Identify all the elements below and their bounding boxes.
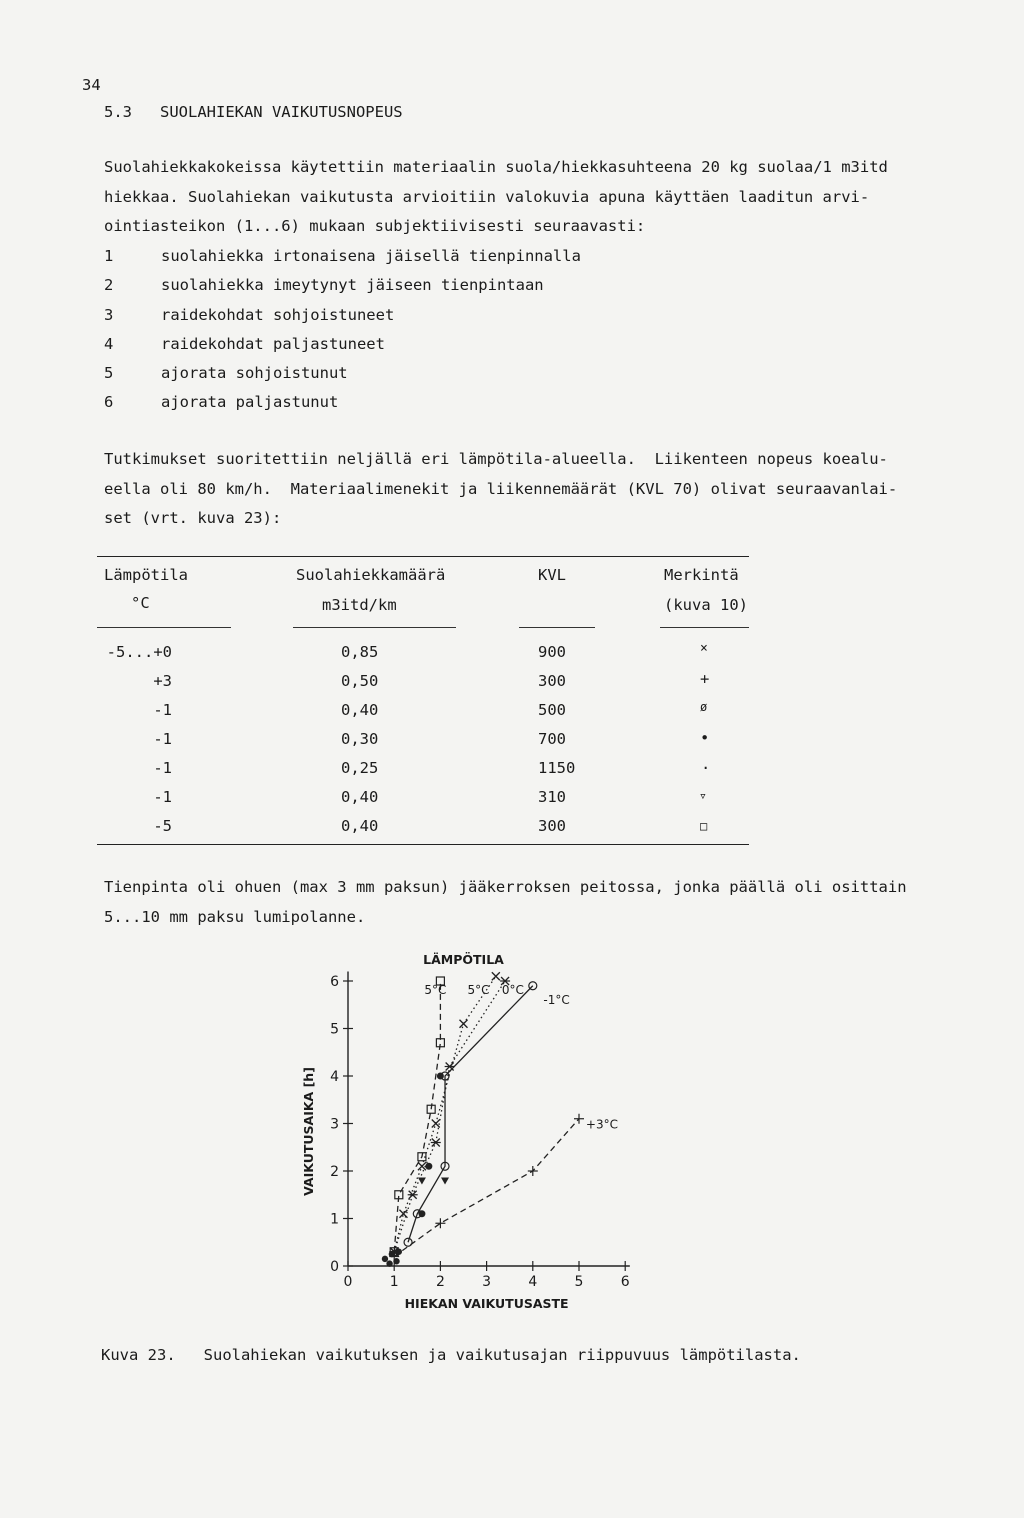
series-annotation: -1°C [543, 993, 570, 1007]
cell-amount: 0,50 [341, 672, 379, 690]
cell-temp: -1 [153, 701, 172, 719]
list-item [104, 271, 581, 300]
cell-kvl: 300 [538, 817, 566, 835]
header-kvl: KVL [538, 566, 566, 584]
x-tick-label: 5 [574, 1274, 584, 1290]
cell-kvl: 1150 [538, 759, 576, 777]
y-tick-label: 2 [330, 1164, 339, 1180]
list-item [104, 330, 581, 359]
item-number: 5 [104, 364, 114, 383]
intro-line: ointiasteikon (1...6) mukaan subjektiivisesti seuraavasti: [104, 217, 646, 235]
cell-temp: +3 [153, 672, 172, 690]
x-tick-label: 3 [482, 1274, 492, 1290]
cluster-dot [382, 1256, 388, 1262]
item-text: suolahiekka imeytynyt jäiseen tienpintaan [161, 276, 544, 295]
x-tick-label: 6 [620, 1274, 630, 1290]
dot-marker [437, 1073, 444, 1080]
chart-axes [330, 972, 630, 1291]
cell-mark: × [700, 641, 708, 656]
header-amount-unit: m3itd/km [322, 596, 397, 614]
y-tick-label: 4 [330, 1069, 339, 1085]
header-temp: Lämpötila [104, 566, 188, 584]
header-temp-unit: °C [131, 594, 150, 612]
header-underline [97, 627, 231, 628]
item-text: raidekohdat paljastuneet [161, 334, 385, 353]
x-tick-label: 1 [389, 1274, 399, 1290]
header-amount: Suolahiekkamäärä [296, 566, 446, 584]
cluster-dot [396, 1249, 402, 1255]
surface-line: Tienpinta oli ohuen (max 3 mm paksun) jääkerroksen peitossa, jonka päällä oli osittain [104, 878, 907, 896]
cell-amount: 0,40 [341, 788, 379, 806]
x-tick-label: 0 [343, 1274, 353, 1290]
y-tick-label: 6 [330, 974, 339, 990]
item-number: 3 [104, 305, 114, 324]
cell-kvl: 300 [538, 672, 566, 690]
header-underline [660, 627, 749, 628]
study-line: set (vrt. kuva 23): [104, 509, 282, 527]
list-item [104, 301, 581, 330]
origin-marker-cluster [382, 1073, 449, 1267]
list-item [104, 388, 581, 417]
item-text: ajorata sohjoistunut [161, 364, 348, 383]
cell-mark: ▿ [699, 789, 707, 804]
list-item [104, 359, 581, 388]
x-tick-label: 4 [528, 1274, 538, 1290]
surface-line: 5...10 mm paksu lumipolanne. [104, 907, 366, 926]
item-number: 6 [104, 393, 114, 412]
list-item [104, 242, 581, 271]
study-line: eella oli 80 km/h. Materiaalimenekit ja liikennemäärät (KVL 70) olivat seuraavanlai- [104, 479, 898, 498]
triangle-marker [441, 1178, 449, 1185]
figure-caption: Kuva 23. Suolahiekan vaikutuksen ja vaikutusajan riippuvuus lämpötilasta. [101, 1346, 801, 1364]
series-line [408, 986, 533, 1243]
cell-kvl: 310 [538, 788, 566, 806]
cell-kvl: 500 [538, 701, 566, 719]
scale-list [104, 242, 581, 418]
y-tick-label: 3 [330, 1116, 339, 1133]
item-text: ajorata paljastunut [161, 393, 339, 412]
x-tick-label: 2 [435, 1274, 445, 1290]
cluster-dot [389, 1251, 395, 1257]
header-mark-sub: (kuva 10) [664, 596, 748, 614]
header-underline [293, 627, 456, 628]
dot-marker [425, 1163, 432, 1170]
cell-temp: -1 [153, 730, 172, 748]
cell-amount: 0,40 [341, 817, 379, 835]
cell-amount: 0,85 [341, 643, 379, 661]
header-underline [519, 627, 595, 628]
series-annotation: 0°C [501, 983, 524, 997]
cluster-dot [386, 1260, 392, 1266]
item-number: 4 [104, 334, 114, 353]
chart-series [382, 972, 584, 1267]
y-axis-title: VAIKUTUSAIKA [h] [301, 1067, 316, 1196]
section-title: 5.3 SUOLAHIEKAN VAIKUTUSNOPEUS [104, 103, 403, 121]
series-4 [389, 1114, 584, 1262]
series-line [394, 1119, 579, 1257]
cell-temp: -5...+0 [106, 643, 172, 661]
header-mark: Merkintä [664, 566, 739, 584]
study-line: Tutkimukset suoritettiin neljällä eri lämpötila-alueella. Liikenteen nopeus koealu- [104, 450, 888, 468]
cell-amount: 0,30 [341, 730, 379, 748]
y-tick-label: 0 [330, 1259, 339, 1275]
item-text: raidekohdat sohjoistuneet [161, 305, 395, 324]
intro-paragraph [104, 153, 934, 242]
item-text: suolahiekka irtonaisena jäisellä tienpinnalla [161, 247, 581, 265]
cell-mark: + [700, 670, 710, 688]
intro-line: hiekkaa. Suolahiekan vaikutusta arvioitiin valokuvia apuna käyttäen laaditun arvi- [104, 187, 870, 206]
cell-mark: ø [700, 700, 708, 714]
cell-mark: • [700, 729, 710, 747]
series-annotation: +3°C [585, 1117, 619, 1132]
dot-marker [418, 1210, 425, 1217]
cell-kvl: 900 [538, 643, 566, 661]
cell-kvl: 700 [538, 730, 566, 748]
series-line [394, 981, 505, 1252]
cell-temp: -1 [153, 759, 172, 777]
intro-line: Suolahiekkakokeissa käytettiin materiaalin suola/hiekkasuhteena 20 kg suolaa/1 m3itd [104, 158, 888, 176]
triangle-marker [418, 1178, 426, 1185]
series-annotation: 5°C [424, 983, 447, 997]
y-tick-label: 1 [330, 1211, 339, 1228]
cell-amount: 0,25 [341, 759, 379, 777]
study-paragraph [104, 445, 934, 534]
page-number: 34 [82, 76, 101, 94]
cell-mark: □ [700, 819, 708, 833]
table-bottom-rule [97, 844, 749, 845]
y-tick-label: 5 [330, 1021, 339, 1038]
cell-mark: · [701, 759, 711, 777]
item-number: 1 [104, 247, 114, 265]
cluster-dot [393, 1258, 399, 1264]
effect-time-chart [280, 940, 680, 1320]
chart-title: LÄMPÖTILA [423, 952, 504, 967]
cell-amount: 0,40 [341, 701, 379, 719]
surface-paragraph [104, 873, 934, 932]
series-annotation: 5°C [467, 983, 490, 997]
x-axis-title: HIEKAN VAIKUTUSASTE [404, 1296, 569, 1311]
cell-temp: -5 [153, 817, 172, 835]
cell-temp: -1 [153, 788, 172, 806]
series-2 [389, 977, 510, 1256]
item-number: 2 [104, 276, 114, 295]
table-top-rule [97, 556, 749, 557]
